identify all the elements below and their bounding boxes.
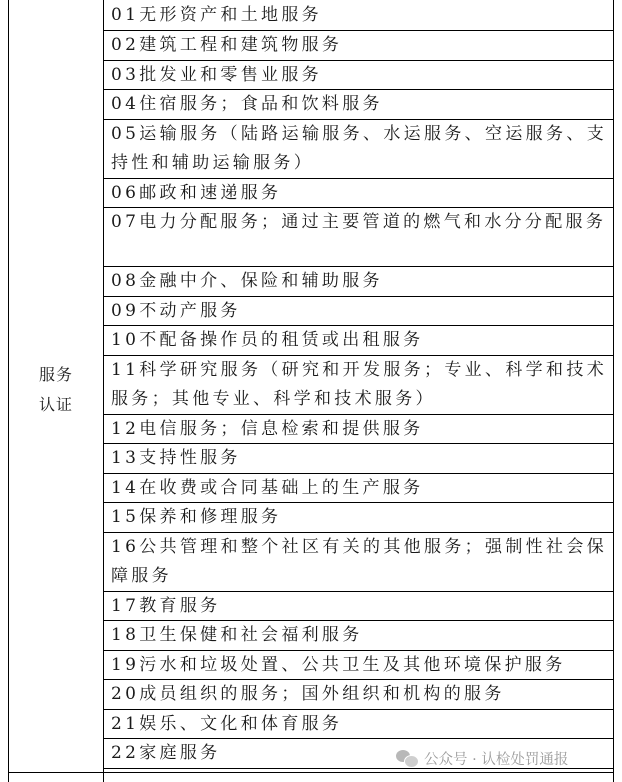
table-row: 22家庭服务 [104, 739, 613, 769]
wechat-icon [396, 749, 418, 767]
table-row: 14在收费或合同基础上的生产服务 [104, 474, 613, 504]
category-label-line2: 认证 [38, 395, 73, 414]
table-row: 10不配备操作员的租赁或出租服务 [104, 326, 613, 356]
table-row: 02建筑工程和建筑物服务 [104, 31, 613, 61]
service-items-column [104, 0, 613, 769]
table-row: 03批发业和零售业服务 [104, 61, 613, 91]
table-row: 16公共管理和整个社区有关的其他服务；强制性社会保障服务 [104, 533, 613, 592]
table-row: 21娱乐、文化和体育服务 [104, 710, 613, 740]
watermark-text: 公众号 · 认检处罚通报 [424, 751, 569, 768]
table-row: 08金融中介、保险和辅助服务 [104, 267, 613, 297]
table-row: 11科学研究服务（研究和开发服务；专业、科学和技术服务；其他专业、科学和技术服务） [104, 356, 613, 415]
table-row: 20成员组织的服务；国外组织和机构的服务 [104, 680, 613, 710]
table-row: 18卫生保健和社会福利服务 [104, 621, 613, 651]
watermark [396, 746, 568, 770]
table-row: 04住宿服务；食品和饮料服务 [104, 90, 613, 120]
table-row: 09不动产服务 [104, 297, 613, 327]
table-row: 07电力分配服务；通过主要管道的燃气和水分分配服务 [104, 208, 613, 267]
table-row: 19污水和垃圾处置、公共卫生及其他环境保护服务 [104, 651, 613, 681]
category-cell [9, 360, 103, 420]
table-row: 12电信服务；信息检索和提供服务 [104, 415, 613, 445]
table-row: 05运输服务（陆路运输服务、水运服务、空运服务、支持性和辅助运输服务） [104, 120, 613, 179]
category-label-line1: 服务 [38, 365, 73, 384]
next-row-cutoff [104, 773, 613, 782]
table-row: 06邮政和速递服务 [104, 179, 613, 209]
table-row: 13支持性服务 [104, 444, 613, 474]
table-right-border [613, 0, 614, 782]
table-row: 15保养和修理服务 [104, 503, 613, 533]
table-row: 01无形资产和土地服务 [104, 1, 613, 31]
table-row: 17教育服务 [104, 592, 613, 622]
